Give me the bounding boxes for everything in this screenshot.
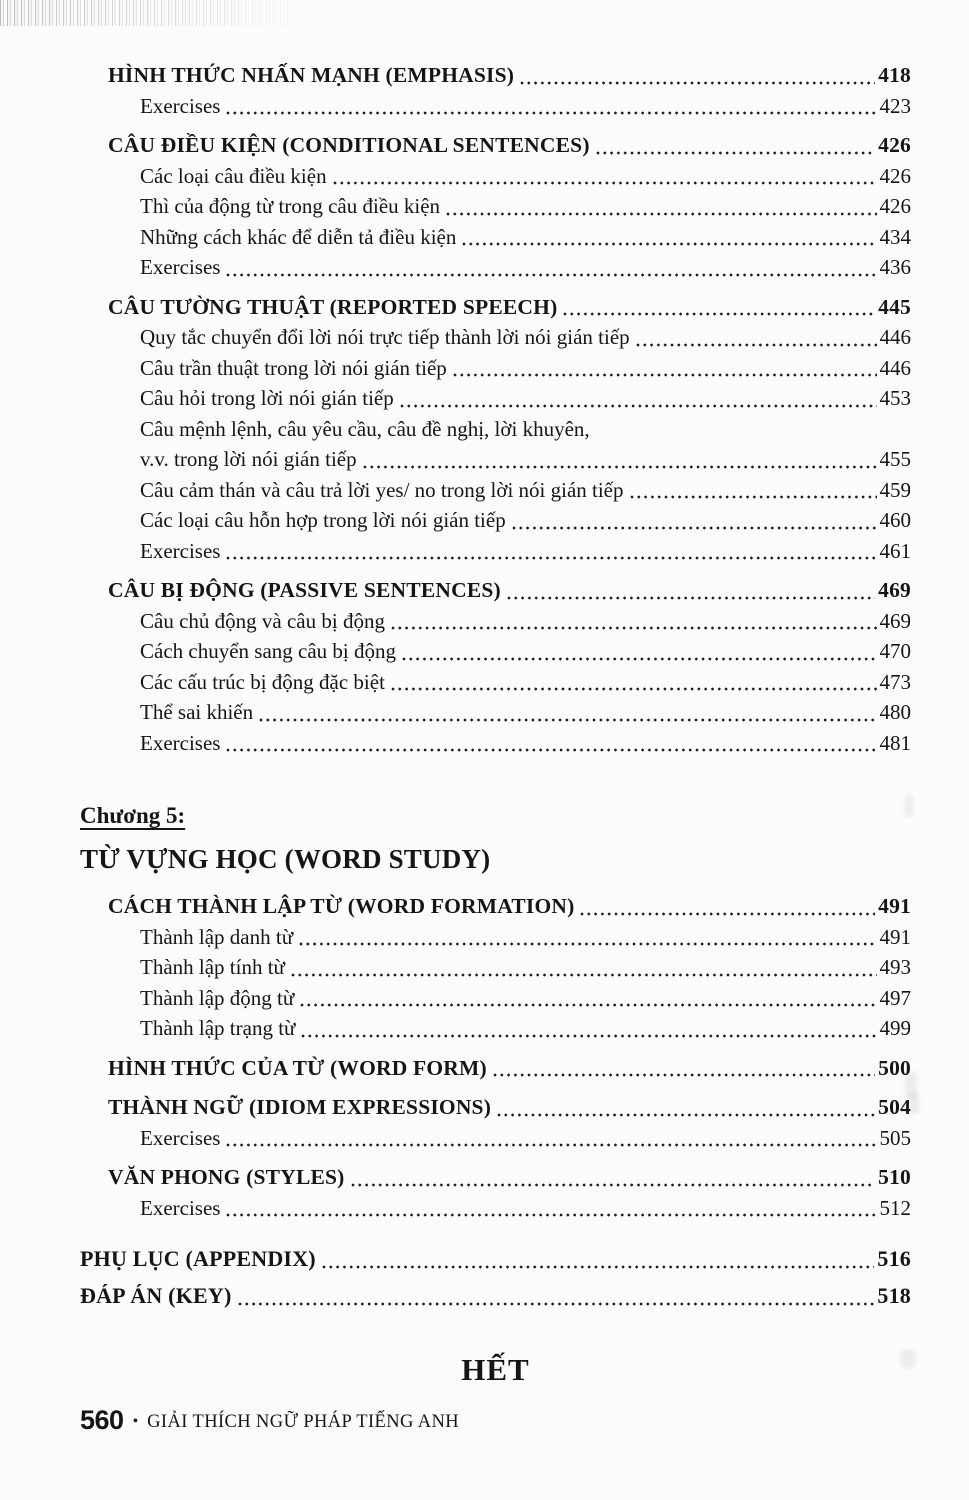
toc-row bbox=[140, 667, 911, 698]
toc-entry-label: Thể sai khiến bbox=[140, 700, 254, 724]
toc-row bbox=[140, 91, 911, 122]
toc-leader-dots bbox=[225, 553, 876, 562]
toc-row bbox=[140, 922, 911, 953]
toc-page-number: 426 bbox=[879, 163, 911, 188]
toc-leader-dots bbox=[562, 309, 875, 318]
toc-entry-label: TỪ VỰNG HỌC (WORD STUDY) bbox=[80, 844, 491, 874]
toc-page-number: 504 bbox=[878, 1095, 911, 1119]
toc-leader-dots bbox=[452, 370, 877, 379]
toc-leader-dots bbox=[225, 745, 876, 754]
toc-leader-dots bbox=[579, 909, 875, 918]
toc-page-number: 505 bbox=[879, 1125, 911, 1150]
toc-row bbox=[140, 952, 911, 983]
toc-row bbox=[140, 636, 911, 667]
toc-leader-dots bbox=[399, 401, 877, 410]
toc-entry-label: Thành lập tính từ bbox=[140, 955, 285, 979]
toc-row bbox=[140, 606, 911, 637]
toc-page-number: 423 bbox=[879, 93, 911, 118]
toc-entry-label: HÌNH THỨC CỦA TỪ (WORD FORM) bbox=[108, 1055, 487, 1080]
toc-page-number: 473 bbox=[879, 669, 911, 694]
toc-page-number: 470 bbox=[879, 639, 911, 663]
toc-row bbox=[140, 322, 911, 353]
end-marker: HẾT bbox=[461, 1352, 530, 1387]
toc-row bbox=[140, 983, 911, 1014]
toc-entry-label: CÂU BỊ ĐỘNG (PASSIVE SENTENCES) bbox=[108, 578, 501, 602]
toc-entry-label: Các loại câu điều kiện bbox=[140, 163, 327, 188]
toc-page-number: 518 bbox=[877, 1283, 911, 1308]
toc-entry-label: Exercises bbox=[140, 1195, 221, 1220]
footer-book-title: GIẢI THÍCH NGỮ PHÁP TIẾNG ANH bbox=[147, 1411, 460, 1432]
toc-leader-dots bbox=[332, 178, 877, 187]
toc-row bbox=[80, 1280, 911, 1312]
toc-entry-label: HÌNH THỨC NHẤN MẠNH (EMPHASIS) bbox=[108, 63, 515, 87]
toc-page-number: 469 bbox=[878, 578, 911, 602]
toc-leader-dots bbox=[290, 970, 877, 979]
toc-leader-dots bbox=[519, 78, 875, 87]
toc-entry-label: VĂN PHONG (STYLES) bbox=[108, 1165, 345, 1189]
toc-leader-dots bbox=[390, 623, 877, 632]
toc-page-number: 453 bbox=[879, 386, 911, 410]
toc-row bbox=[108, 891, 911, 922]
toc-entry-label: CÂU TƯỜNG THUẬT (REPORTED SPEECH) bbox=[108, 294, 558, 319]
toc-row bbox=[108, 130, 911, 161]
toc-entry-label: Thì của động từ trong câu điều kiện bbox=[140, 194, 441, 218]
toc-page-number: 461 bbox=[879, 538, 911, 563]
toc-row bbox=[108, 292, 911, 323]
toc-page-number: 499 bbox=[879, 1016, 911, 1040]
toc-leader-dots bbox=[258, 715, 876, 724]
toc-leader-dots bbox=[225, 1210, 876, 1219]
toc-leader-dots bbox=[629, 492, 877, 501]
toc-row bbox=[140, 475, 911, 506]
toc-leader-dots bbox=[445, 209, 876, 218]
toc-page-number: 445 bbox=[878, 294, 911, 319]
toc-page-number: 493 bbox=[879, 955, 911, 979]
toc-leader-dots bbox=[595, 148, 875, 157]
toc-leader-dots bbox=[506, 593, 875, 602]
toc-row bbox=[140, 414, 911, 445]
toc-entry-label: CÂU ĐIỀU KIỆN (CONDITIONAL SENTENCES) bbox=[108, 133, 590, 157]
toc-row bbox=[140, 505, 911, 536]
toc-entry-label: v.v. trong lời nói gián tiếp bbox=[140, 447, 357, 471]
toc-page-number: 446 bbox=[879, 355, 911, 380]
toc-entry-label: Thành lập trạng từ bbox=[140, 1016, 296, 1040]
toc-row bbox=[108, 1053, 911, 1084]
toc-entry-label: Các loại câu hỗn hợp trong lời nói gián tiếp bbox=[140, 508, 506, 532]
toc-entry-label: Thành lập danh từ bbox=[140, 924, 294, 949]
scan-stripe-artifact bbox=[0, 0, 330, 26]
toc-row bbox=[140, 252, 911, 283]
toc-entry-label: Câu chủ động và câu bị động bbox=[140, 608, 385, 633]
toc-row bbox=[140, 1013, 911, 1044]
toc-leader-dots bbox=[321, 1262, 875, 1271]
toc-entry-label: PHỤ LỤC (APPENDIX) bbox=[80, 1246, 316, 1271]
toc-leader-dots bbox=[461, 239, 876, 248]
page-footer bbox=[80, 1405, 459, 1436]
toc-page-number: 426 bbox=[879, 194, 911, 218]
toc-entry-label: ĐÁP ÁN (KEY) bbox=[80, 1283, 232, 1308]
toc-leader-dots bbox=[225, 270, 876, 279]
toc-page-number: 516 bbox=[877, 1246, 911, 1271]
toc-entry-label: THÀNH NGỮ (IDIOM EXPRESSIONS) bbox=[108, 1095, 492, 1119]
bullet-separator-icon: • bbox=[132, 1412, 139, 1430]
toc-entry-label: Chương 5: bbox=[80, 803, 186, 828]
toc-entry-label: Exercises bbox=[140, 1125, 221, 1150]
toc-leader-dots bbox=[350, 1180, 876, 1189]
toc-entry-label: Exercises bbox=[140, 538, 221, 563]
toc-page-number: 459 bbox=[879, 477, 911, 502]
toc-page-number: 510 bbox=[878, 1165, 911, 1189]
toc-entry-label: Câu trần thuật trong lời nói gián tiếp bbox=[140, 355, 447, 380]
toc-page-number: 446 bbox=[879, 325, 911, 349]
toc-entry-label: Exercises bbox=[140, 93, 221, 118]
toc-row bbox=[108, 1092, 911, 1123]
toc-entry-label: Những cách khác để diễn tả điều kiện bbox=[140, 224, 457, 249]
toc-entry-label: Câu hỏi trong lời nói gián tiếp bbox=[140, 386, 394, 410]
toc-entry-label: Câu mệnh lệnh, câu yêu cầu, câu đề nghị, lời khuyên, bbox=[140, 416, 590, 441]
toc-leader-dots bbox=[635, 340, 877, 349]
toc-row bbox=[80, 1243, 911, 1275]
toc-row bbox=[140, 191, 911, 222]
toc-page-number: 500 bbox=[878, 1055, 911, 1080]
toc-leader-dots bbox=[390, 684, 877, 693]
toc-leader-dots bbox=[225, 108, 876, 117]
toc-row bbox=[140, 161, 911, 192]
toc-leader-dots bbox=[300, 1031, 876, 1040]
toc-row bbox=[140, 222, 911, 253]
toc-entry-label: CÁCH THÀNH LẬP TỪ (WORD FORMATION) bbox=[108, 894, 575, 918]
table-of-contents bbox=[80, 60, 911, 1388]
toc-page-number: 491 bbox=[879, 924, 911, 949]
toc-row bbox=[140, 1193, 911, 1224]
toc-page-number: 426 bbox=[878, 133, 911, 157]
toc-entry-label: Exercises bbox=[140, 730, 221, 755]
toc-entry-label: Câu cảm thán và câu trả lời yes/ no trong lời nói gián tiếp bbox=[140, 477, 624, 502]
toc-page-number: 512 bbox=[879, 1195, 911, 1220]
toc-leader-dots bbox=[299, 1000, 876, 1009]
toc-leader-dots bbox=[225, 1140, 876, 1149]
toc-row bbox=[108, 1162, 911, 1193]
toc-page-number: 418 bbox=[878, 63, 911, 87]
toc-page-number: 460 bbox=[879, 508, 911, 532]
toc-row bbox=[140, 728, 911, 759]
toc-row bbox=[140, 536, 911, 567]
toc-row bbox=[140, 383, 911, 414]
toc-page-number: 491 bbox=[878, 894, 911, 918]
toc-page-number: 434 bbox=[879, 224, 911, 249]
toc-leader-dots bbox=[496, 1110, 875, 1119]
toc-leader-dots bbox=[401, 654, 876, 663]
toc-leader-dots bbox=[298, 939, 876, 948]
toc-leader-dots bbox=[362, 462, 877, 471]
toc-row bbox=[80, 796, 911, 836]
toc-entry-label: Thành lập động từ bbox=[140, 985, 295, 1010]
footer-page-number: 560 bbox=[80, 1405, 124, 1435]
toc-row bbox=[140, 1123, 911, 1154]
toc-row bbox=[140, 353, 911, 384]
toc-row bbox=[140, 697, 911, 728]
toc-leader-dots bbox=[237, 1299, 875, 1308]
toc-entry-label: Cách chuyển sang câu bị động bbox=[140, 639, 397, 663]
toc-leader-dots bbox=[492, 1070, 875, 1079]
toc-page-number: 497 bbox=[879, 985, 911, 1010]
toc-entry-label: Các cấu trúc bị động đặc biệt bbox=[140, 669, 385, 694]
toc-row bbox=[108, 575, 911, 606]
toc-row bbox=[140, 444, 911, 475]
toc-row bbox=[80, 836, 911, 882]
toc-page-number: 480 bbox=[879, 700, 911, 724]
toc-entry-label: Quy tắc chuyển đổi lời nói trực tiếp thành lời nói gián tiếp bbox=[140, 325, 630, 349]
toc-entry-label: Exercises bbox=[140, 255, 221, 279]
toc-page-number: 481 bbox=[879, 730, 911, 755]
toc-row bbox=[108, 60, 911, 91]
toc-page-number: 469 bbox=[879, 608, 911, 633]
toc-page-number: 455 bbox=[879, 447, 911, 471]
toc-leader-dots bbox=[511, 523, 877, 532]
toc-page-number: 436 bbox=[879, 255, 911, 279]
